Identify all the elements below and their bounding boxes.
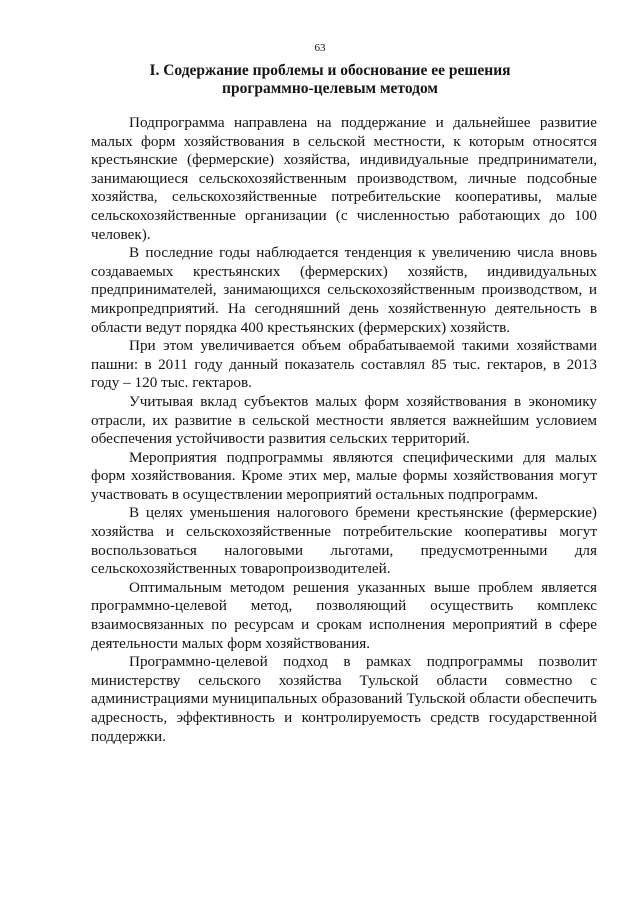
paragraph-6: В целях уменьшения налогового бремени крестьянские (фермерские) хозяйства и сельскохозяйственные потребительские кооперативы могут воспользоваться налоговыми льготами, предусмотренными для сельскохозяйственных товаропроизводителей.	[91, 504, 597, 578]
section-title	[70, 62, 590, 98]
section-title-line-2: программно-целевым методом	[222, 80, 438, 97]
paragraph-2: В последние годы наблюдается тенденция к увеличению числа вновь создаваемых крестьянских (фермерских) хозяйств, индивидуальных предпринимателей, занимающихся сельскохозяйственным производством, и микропредприятий. На сегодняшний день хозяйственную деятельность в области ведут порядка 400 крестьянских (фермерских) хозяйств.	[91, 244, 597, 336]
paragraph-1: Подпрограмма направлена на поддержание и дальнейшее развитие малых форм хозяйствования в сельской местности, к которым относятся крестьянские (фермерские) хозяйства, индивидуальные предприниматели, занимающиеся сельскохозяйственным производством, личные подсобные хозяйства, сельскохозяйственные потребительские кооперативы, малые сельскохозяйственные организации (с численностью работающих до 100 человек).	[91, 114, 597, 243]
paragraph-3: При этом увеличивается объем обрабатываемой такими хозяйствами пашни: в 2011 году данный показатель составлял 85 тыс. гектаров, в 2013 году – 120 тыс. гектаров.	[91, 337, 597, 392]
page-number: 63	[314, 42, 326, 54]
paragraph-7: Оптимальным методом решения указанных выше проблем является программно-целевой метод, позволяющий осуществить комплекс взаимосвязанных по ресурсам и срокам исполнения мероприятий в сфере деятельности малых форм хозяйствования.	[91, 578, 597, 652]
paragraph-8: Программно-целевой подход в рамках подпрограммы позволит министерству сельского хозяйства Тульской области совместно с администрациями муниципальных образований Тульской области обеспечить адресность, эффективность и контролируемость средств государственной поддержки.	[91, 653, 597, 745]
paragraph-4: Учитывая вклад субъектов малых форм хозяйствования в экономику отрасли, их развитие в сельской местности является важнейшим условием обеспечения устойчивости развития сельских территорий.	[91, 392, 597, 448]
body-text	[91, 114, 597, 746]
paragraph-5: Мероприятия подпрограммы являются специфическими для малых форм хозяйствования. Кроме этих мер, малые формы хозяйствования могут участвовать в осуществлении мероприятий остальных подпрограмм.	[91, 448, 597, 503]
section-title-line-1: I. Содержание проблемы и обоснование ее решения	[149, 62, 511, 79]
